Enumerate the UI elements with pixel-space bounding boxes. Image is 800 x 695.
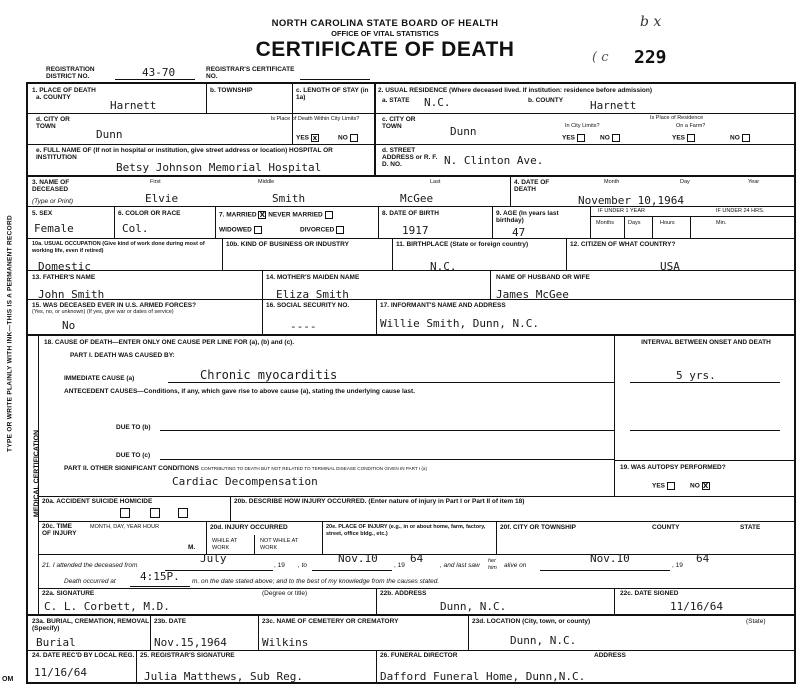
last-saw-text: , and last saw xyxy=(440,562,480,569)
attended-from-value: July xyxy=(200,552,227,565)
on-farm-yes-checkbox[interactable] xyxy=(687,134,695,142)
attended-to-year-prefix: , 19 xyxy=(394,562,405,569)
time-of-injury-label: 20c. TIME OF INJURY xyxy=(42,523,77,537)
death-township-label: b. TOWNSHIP xyxy=(210,87,253,94)
hospital-value: Betsy Johnson Memorial Hospital xyxy=(116,161,322,174)
death-county-label: a. COUNTY xyxy=(36,94,71,101)
burial-value: Burial xyxy=(36,636,76,649)
death-city-label: d. CITY OR TOWN xyxy=(36,116,70,130)
within-limits-label: Is Place of Death Within City Limits? xyxy=(270,116,360,122)
burial-location-label: 23d. LOCATION (City, town, or county) xyxy=(472,618,591,625)
res-city-value: Dunn xyxy=(450,125,477,138)
in-city-yes[interactable]: YES xyxy=(562,134,585,142)
attended-from-year-prefix: , 19 xyxy=(274,562,285,569)
within-limits-no[interactable]: NO xyxy=(338,134,358,142)
dob-label: 8. DATE OF BIRTH xyxy=(382,210,439,217)
office-name: OFFICE OF VITAL STATISTICS xyxy=(331,29,439,38)
mother-name-value: Eliza Smith xyxy=(276,288,349,301)
within-limits-yes-checkbox[interactable]: x xyxy=(312,134,318,142)
injury-occurred-label: 20d. INJURY OCCURRED xyxy=(210,524,288,531)
social-security-label: 16. SOCIAL SECURITY NO. xyxy=(266,302,350,309)
attended-to-text: , to xyxy=(298,562,308,569)
board-name: NORTH CAROLINA STATE BOARD OF HEALTH xyxy=(271,18,499,29)
death-occurred-text-2: m. on the date stated above; and to the best of my knowledge from the causes stated. xyxy=(192,578,440,585)
attended-to-value: Nov.10 xyxy=(338,552,378,565)
min-label: Min. xyxy=(716,220,727,226)
month-label: Month xyxy=(604,179,620,185)
within-limits-no-checkbox[interactable] xyxy=(350,134,358,142)
burial-location-value: Dunn, N.C. xyxy=(510,634,577,647)
marital-widowed[interactable]: WIDOWED xyxy=(219,226,262,234)
burial-date-label: 23b. DATE xyxy=(154,618,187,625)
first-name-label: First xyxy=(150,179,161,185)
armed-forces-sub-label: (Yes, no, or unknown) (If yes, give war or dates of service) xyxy=(32,309,174,315)
burial-state-label: (State) xyxy=(746,618,766,625)
sex-value: Female xyxy=(34,222,74,235)
homicide-checkbox[interactable] xyxy=(178,508,188,518)
cemetery-label: 23c. NAME OF CEMETERY OR CREMATORY xyxy=(262,618,399,625)
last-name-value: McGee xyxy=(400,192,434,205)
date-received-value: 11/16/64 xyxy=(34,666,87,679)
registrar-signature-value: Julia Matthews, Sub Reg. xyxy=(144,670,303,683)
interval-label: INTERVAL BETWEEN ONSET AND DEATH xyxy=(641,339,771,346)
deceased-name-label: 3. NAME OF DECEASED xyxy=(32,179,70,193)
registrar-cert-label: REGISTRAR'S CERTIFICATE NO. xyxy=(206,66,295,80)
usual-residence-label: 2. USUAL RESIDENCE (Where deceased lived. If institution: residence before admission) xyxy=(378,87,653,94)
last-saw-year-prefix: , 19 xyxy=(672,562,683,569)
in-city-yes-checkbox[interactable] xyxy=(577,134,585,142)
married-checkbox[interactable]: X xyxy=(259,211,266,219)
reg-district-label: REGISTRATION DISTRICT NO. xyxy=(46,66,95,80)
age-value: 47 xyxy=(512,226,526,239)
date-signed-value: 11/16/64 xyxy=(670,600,723,613)
alive-on-text: alive on xyxy=(504,562,527,569)
res-street-label: d. STREET ADDRESS or R. F. D. NO. xyxy=(382,147,438,168)
under-24-hrs-label: IF UNDER 24 HRS. xyxy=(716,208,765,214)
in-city-no-checkbox[interactable] xyxy=(612,134,620,142)
corner-handwritten-mark: b x xyxy=(640,14,662,30)
immediate-cause-label: IMMEDIATE CAUSE (a) xyxy=(64,375,135,382)
occupation-value: Domestic xyxy=(38,260,91,273)
while-at-work-label[interactable]: WHILE AT WORK xyxy=(212,538,238,551)
father-name-label: 13. FATHER'S NAME xyxy=(32,274,96,281)
never-married-checkbox[interactable] xyxy=(325,211,333,219)
res-state-label: a. STATE xyxy=(382,97,410,104)
in-city-limits-label: In City Limits? xyxy=(565,123,600,129)
marital-married[interactable]: 7. MARRIED X NEVER MARRIED xyxy=(219,211,333,219)
time-columns-label: MONTH, DAY, YEAR HOUR xyxy=(90,524,160,530)
hours-label: Hours xyxy=(660,220,675,226)
spouse-name-label: NAME OF HUSBAND OR WIFE xyxy=(496,274,590,281)
middle-name-label: Middle xyxy=(258,179,275,185)
part2-label: PART II. OTHER SIGNIFICANT CONDITIONS CONTRIBUTING TO DEATH BUT NOT RELATED TO TERMINAL DISEASE CONDITION GIVEN IN PART I (a) xyxy=(64,465,427,472)
marital-divorced[interactable]: DIVORCED xyxy=(300,226,344,234)
on-farm-no-checkbox[interactable] xyxy=(742,134,750,142)
cemetery-value: Wilkins xyxy=(262,636,309,649)
funeral-director-value: Dafford Funeral Home, Dunn,N.C. xyxy=(380,670,586,683)
business-industry-label: 10b. KIND OF BUSINESS OR INDUSTRY xyxy=(226,241,349,248)
informant-label: 17. INFORMANT'S NAME AND ADDRESS xyxy=(380,302,506,309)
funeral-address-label: ADDRESS xyxy=(594,652,626,659)
handwritten-prefix: ( c xyxy=(592,50,609,65)
on-farm-label: On a Farm? xyxy=(676,123,706,129)
m-label: M. xyxy=(188,544,196,551)
age-label: 9. AGE (In years last birthday) xyxy=(496,210,559,224)
within-limits-yes[interactable]: YES x xyxy=(296,134,318,142)
burial-label: 23a. BURIAL, CREMATION, REMOVAL (Specify) xyxy=(32,618,150,632)
attended-to-year: 64 xyxy=(410,552,424,565)
day-label: Day xyxy=(680,179,690,185)
months-label: Months xyxy=(596,220,615,226)
medical-certification-label: MEDICAL CERTIFICATION xyxy=(33,429,41,518)
antecedent-label: ANTECEDENT CAUSES—Conditions, if any, which gave rise to above cause (a), stating the underlying cause last. xyxy=(64,388,415,395)
bottom-left-mark: OM xyxy=(2,676,14,683)
date-of-death-label: 4. DATE OF DEATH xyxy=(514,179,550,193)
due-to-c-label: DUE TO (c) xyxy=(116,452,151,459)
certificate-number: 229 xyxy=(634,47,667,68)
due-to-b-label: DUE TO (b) xyxy=(116,424,151,431)
hospital-label: e. FULL NAME OF (If not in hospital or institution, give street address or location) HOSPITAL OR INSTITUTION xyxy=(36,147,333,161)
last-saw-value: Nov.10 xyxy=(590,552,630,565)
death-occurred-text: Death occurred at xyxy=(64,578,116,585)
cause-of-death-label: 18. CAUSE OF DEATH—ENTER ONLY ONE CAUSE PER LINE FOR (a), (b) and (c). xyxy=(44,339,295,346)
injury-city-label: 20f. CITY OR TOWNSHIP xyxy=(500,524,576,531)
registrar-signature-label: 25. REGISTRAR'S SIGNATURE xyxy=(140,652,235,659)
date-received-label: 24. DATE REC'D BY LOCAL REG. xyxy=(32,652,135,659)
reg-district-value: 43-70 xyxy=(142,66,176,79)
physician-address-value: Dunn, N.C. xyxy=(440,600,507,613)
res-street-value: N. Clinton Ave. xyxy=(444,154,544,167)
autopsy-yes[interactable]: YES xyxy=(652,482,675,490)
year-label: Year xyxy=(748,179,760,185)
res-county-value: Harnett xyxy=(590,99,637,112)
armed-forces-label: 15. WAS DECEASED EVER IN U.S. ARMED FORCES? xyxy=(32,302,197,309)
autopsy-no-checkbox[interactable]: X xyxy=(702,482,709,490)
signature-value: C. L. Corbett, M.D. xyxy=(44,600,170,613)
not-while-at-work-label[interactable]: NOT WHILE AT WORK xyxy=(260,538,299,551)
suicide-checkbox[interactable] xyxy=(150,508,160,518)
social-security-value: ---- xyxy=(290,320,317,333)
in-city-no[interactable]: NO xyxy=(600,134,620,142)
occupation-label: 10a. USUAL OCCUPATION (Give kind of work done during most of working life, even if retired) xyxy=(32,241,205,254)
date-of-death-value: November 10,1964 xyxy=(578,194,684,207)
burial-date-value: Nov.15,1964 xyxy=(154,636,227,649)
under-1-year-label: IF UNDER 1 YEAR xyxy=(598,208,645,214)
on-farm-no[interactable]: NO xyxy=(730,134,750,142)
death-county-value: Harnett xyxy=(110,99,157,112)
color-race-value: Col. xyxy=(122,222,149,235)
widowed-checkbox[interactable] xyxy=(254,226,262,234)
spouse-name-value: James McGee xyxy=(496,288,569,301)
immediate-cause-value: Chronic myocarditis xyxy=(200,368,338,382)
death-city-value: Dunn xyxy=(96,128,123,141)
on-farm-yes[interactable]: YES xyxy=(672,134,695,142)
describe-injury-label: 20b. DESCRIBE HOW INJURY OCCURRED. (Enter nature of injury in Part I or Part II of item 18) xyxy=(234,498,525,505)
signature-label: 22a. SIGNATURE xyxy=(42,590,95,597)
part1-label: PART I. DEATH WAS CAUSED BY: xyxy=(70,352,175,359)
last-name-label: Last xyxy=(430,179,441,185)
is-place-of-residence-label: Is Place of Residence xyxy=(650,115,704,121)
citizenship-label: 12. CITIZEN OF WHAT COUNTRY? xyxy=(570,241,676,248)
accident-checkbox[interactable] xyxy=(120,508,130,518)
dob-value: 1917 xyxy=(402,224,429,237)
informant-value: Willie Smith, Dunn, N.C. xyxy=(380,317,539,330)
divorced-checkbox[interactable] xyxy=(336,226,344,234)
date-signed-label: 22c. DATE SIGNED xyxy=(620,590,679,597)
days-label: Days xyxy=(628,220,641,226)
degree-label: (Degree or title) xyxy=(262,590,308,597)
middle-name-value: Smith xyxy=(272,192,306,205)
birthplace-value: N.C. xyxy=(430,260,457,273)
res-county-label: b. COUNTY xyxy=(528,97,564,104)
accident-label: 20a. ACCIDENT SUICIDE HOMICIDE xyxy=(42,498,153,505)
place-of-injury-label: 20e. PLACE OF INJURY (e.g., in or about home, farm, factory, street, office bldg., etc.) xyxy=(326,524,486,537)
permanent-record-notice: TYPE OR WRITE PLAINLY WITH INK—THIS IS A PERMANENT RECORD xyxy=(6,215,14,452)
injury-county-label: COUNTY xyxy=(652,524,680,531)
length-of-stay-label: c. LENGTH OF STAY (in 1a) xyxy=(296,87,369,101)
injury-state-label: STATE xyxy=(740,524,761,531)
mother-name-label: 14. MOTHER'S MAIDEN NAME xyxy=(266,274,360,281)
color-race-label: 6. COLOR OR RACE xyxy=(118,210,181,217)
her-him-label: her him xyxy=(488,558,497,571)
birthplace-label: 11. BIRTHPLACE (State or foreign country) xyxy=(396,241,529,248)
type-or-print-label: (Type or Print) xyxy=(32,198,74,205)
interval-value: 5 yrs. xyxy=(676,369,716,382)
sex-label: 5. SEX xyxy=(32,210,53,217)
place-of-death-label: 1. PLACE OF DEATH xyxy=(32,87,96,94)
attended-text: 21. I attended the deceased from xyxy=(42,562,138,569)
part2-value: Cardiac Decompensation xyxy=(172,475,318,488)
citizenship-value: USA xyxy=(660,260,680,273)
armed-forces-value: No xyxy=(62,319,76,332)
res-city-label: c. CITY OR TOWN xyxy=(382,116,416,130)
physician-address-label: 22b. ADDRESS xyxy=(380,590,427,597)
autopsy-label: 19. WAS AUTOPSY PERFORMED? xyxy=(620,464,726,471)
autopsy-yes-checkbox[interactable] xyxy=(667,482,675,490)
last-saw-year: 64 xyxy=(696,552,710,565)
first-name-value: Elvie xyxy=(145,192,179,205)
funeral-director-label: 26. FUNERAL DIRECTOR xyxy=(380,652,458,659)
res-state-value: N.C. xyxy=(424,96,451,109)
death-time-value: 4:15P. xyxy=(140,570,180,583)
father-name-value: John Smith xyxy=(38,288,105,301)
certificate-title: CERTIFICATE OF DEATH xyxy=(255,38,515,61)
autopsy-no[interactable]: NO X xyxy=(690,482,709,490)
